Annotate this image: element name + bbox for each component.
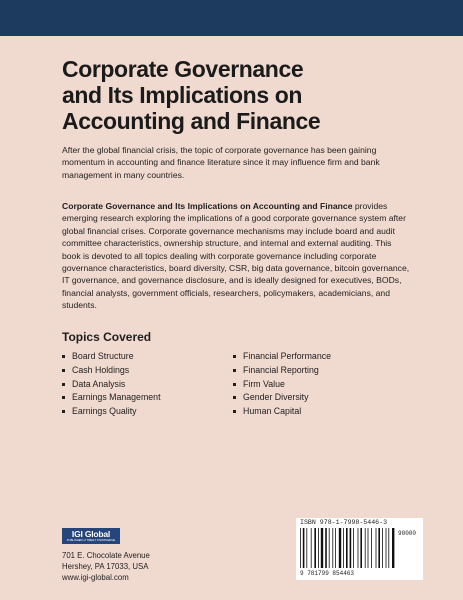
barcode-stripe [311, 528, 312, 568]
barcode-stripe [358, 528, 359, 568]
title-line-2: and Its Implications on [62, 82, 302, 108]
barcode-stripe [321, 528, 323, 568]
barcode-stripe [376, 528, 377, 568]
publisher-website: www.igi-global.com [62, 573, 129, 582]
barcode-stripe [346, 528, 348, 568]
barcode-stripe [350, 528, 352, 568]
topics-heading: Topics Covered [62, 330, 152, 344]
topics-list-right [233, 350, 331, 419]
description-text: provides emerging research exploring the implications of a good corporate governance system after global financial crises. Corporate governance mechanisms may include board and audit committee characteristics, ownership structure, and internal and external auditing. This book is devoted to all topics dealing with corporate governance including corporate governance characteristics, board diversity, CSR, big data governance, bitcoin governance, IT governance, and governance disclosure, and is ideally designed for executives, BODs, financial analysts, government officials, researchers, policymakers, academicians, and students. [62, 201, 410, 311]
topic-item: Firm Value [233, 378, 331, 392]
barcode-stripe [314, 528, 316, 568]
barcode-stripe [382, 528, 383, 568]
barcode-stripe [386, 528, 387, 568]
barcode-stripe [378, 528, 380, 568]
topic-item: Earnings Management [62, 391, 161, 405]
topics-list-left [62, 350, 161, 419]
logo-text: IGI Global [71, 529, 111, 539]
topic-item: Data Analysis [62, 378, 161, 392]
barcode-stripe [392, 528, 394, 568]
address-line-2: Hershey, PA 17033, USA [62, 562, 149, 571]
barcode-stripe [353, 528, 354, 568]
barcode-stripe [368, 528, 369, 568]
book-title [62, 56, 422, 134]
barcode-stripe [335, 528, 336, 568]
title-line-1: Corporate Governance [62, 56, 304, 82]
topic-item: Financial Performance [233, 350, 331, 364]
isbn-text: ISBN 978-1-7998-5446-3 [300, 519, 388, 526]
barcode-stripe [325, 528, 327, 568]
title-line-3: Accounting and Finance [62, 108, 321, 134]
topic-item: Gender Diversity [233, 391, 331, 405]
barcode-digits: 9 781799 854463 [300, 570, 355, 577]
publisher-logo [62, 528, 120, 544]
barcode-stripe [388, 528, 389, 568]
barcode-stripe [371, 528, 372, 568]
barcode-stripe [360, 528, 362, 568]
barcode-stripe [332, 528, 333, 568]
topic-item: Board Structure [62, 350, 161, 364]
barcode-stripe [339, 528, 341, 568]
description-paragraph [62, 200, 412, 312]
publisher-address [62, 550, 150, 583]
barcode-stripe [365, 528, 366, 568]
barcode-stripe [306, 528, 307, 568]
barcode-stripe [300, 528, 301, 568]
logo-tagline: PUBLISHER of TIMELY KNOWLEDGE [66, 538, 116, 542]
barcode-stripe [329, 528, 330, 568]
topic-item: Earnings Quality [62, 405, 161, 419]
topic-item: Cash Holdings [62, 364, 161, 378]
intro-paragraph: After the global financial crisis, the topic of corporate governance has been gaining momentum in accounting and finance literature since it may influence firm and bank management in many countries. [62, 145, 380, 180]
top-color-bar [0, 0, 463, 36]
description-book-title: Corporate Governance and Its Implications on Accounting and Finance [62, 201, 353, 211]
topic-item: Financial Reporting [233, 364, 331, 378]
address-line-1: 701 E. Chocolate Avenue [62, 551, 150, 560]
barcode-stripe [343, 528, 344, 568]
barcode-stripe [318, 528, 319, 568]
barcode-stripe [303, 528, 305, 568]
price-code: 90000 [398, 530, 417, 537]
topic-item: Human Capital [233, 405, 331, 419]
